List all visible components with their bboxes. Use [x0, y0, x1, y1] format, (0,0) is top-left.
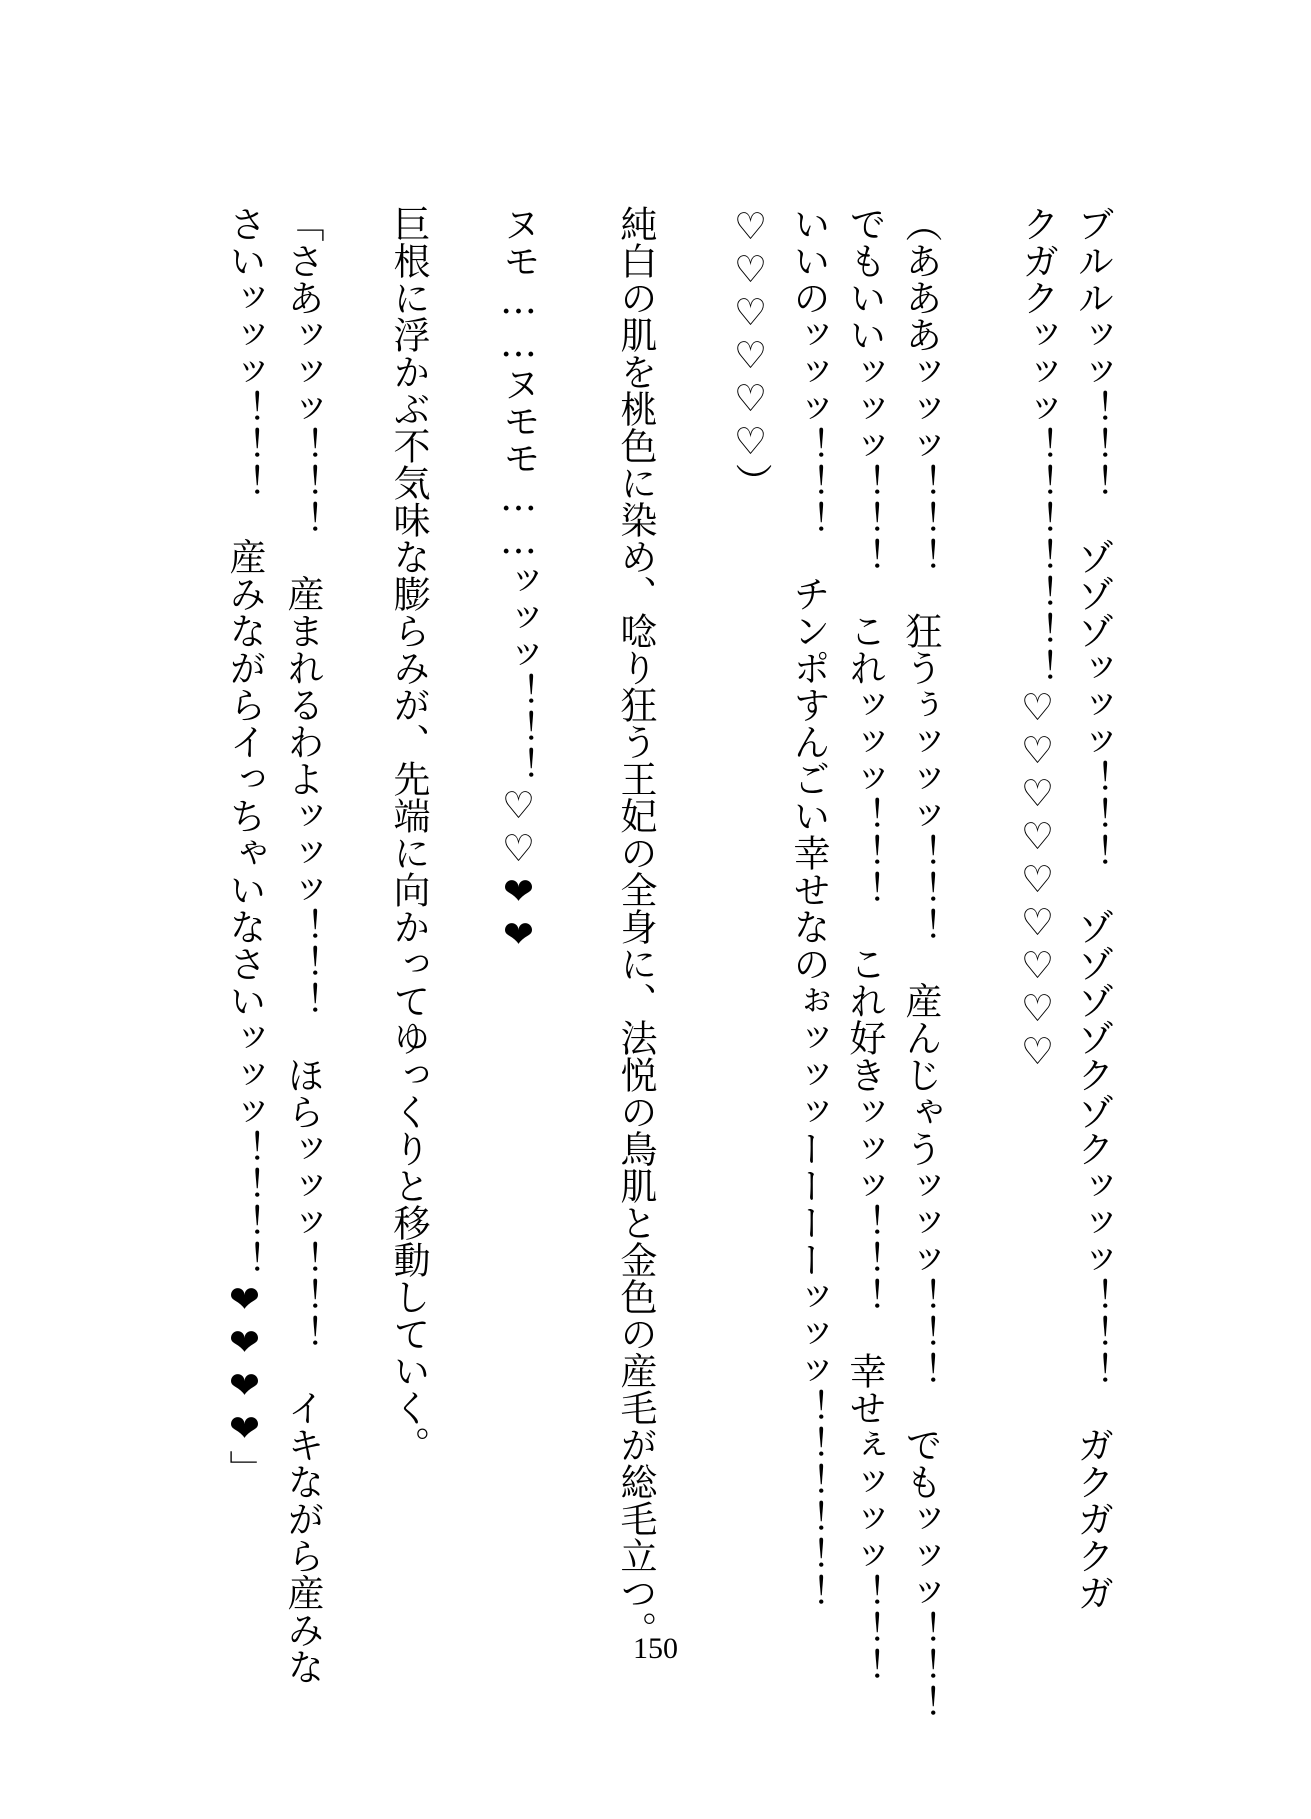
text-column-6: ♡♡♡♡♡♡） — [729, 205, 772, 500]
text-column-4: でもいいッッッ！！！ これッッッ！！！ これ好きッッッ！！！ 幸せぇッッッ！！！ — [843, 205, 886, 1685]
text-column-11: さいッッッ！！！ 産みながらイっちゃいなさいッッッ！！！！❤❤❤❤」 — [223, 205, 266, 1487]
text-column-10: 「さあッッッ！！！ 産まれるわよッッッ！！！ ほらッッッ！！！ イキながら産みな — [281, 205, 324, 1685]
text-column-1: ブルルッッ！！！ ゾゾゾッッッ！！！ ゾゾゾゾクゾクッッッ！！！ ガクガクガ — [1071, 205, 1114, 1611]
text-column-2: クガクッッッ！！！！！！！♡♡♡♡♡♡♡♡♡ — [1016, 205, 1059, 1073]
text-column-9: 巨根に浮かぶ不気味な膨らみが、先端に向かってゆっくりと移動していく。 — [387, 205, 430, 1463]
page-number: 150 — [633, 1632, 678, 1665]
text-column-5: いいのッッッ！！！ チンポすんごい幸せなのぉッッッーーーーッッッ！！！！！！ — [787, 205, 830, 1611]
text-column-8: ヌモ……ヌモモ……ッッッ！！！♡♡❤❤ — [497, 205, 540, 956]
text-column-7: 純白の肌を桃色に染め、唸り狂う王妃の全身に、法悦の鳥肌と金色の産毛が総毛立つ。 — [614, 205, 657, 1648]
text-column-3: （あああッッッ！！！ 狂うぅッッッ！！！ 産んじゃうッッッ！！！ でもッッッ！！！ — [899, 205, 942, 1722]
